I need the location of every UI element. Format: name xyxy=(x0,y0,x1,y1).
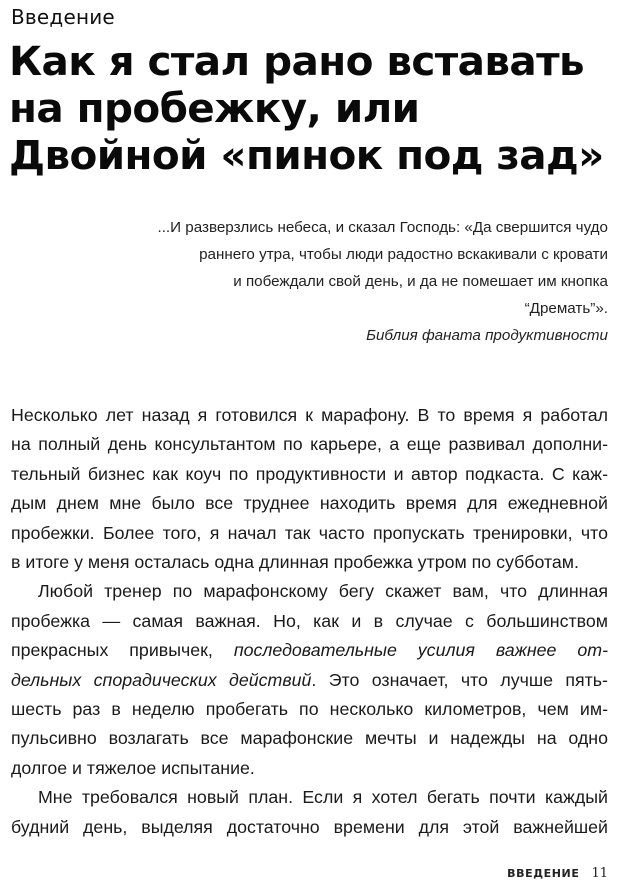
chapter-title-line: на пробежку, или xyxy=(9,84,420,132)
emphasis: дельных спорадических действий xyxy=(11,669,312,690)
text-line: будний день, выделяя достаточно времени для этой важнейшей xyxy=(11,816,608,837)
epigraph-line: раннего утра, чтобы люди радостно вскакивали с кровати xyxy=(199,246,608,263)
text-line: Любой тренер по марафонскому бегу скажет вам, что длинная xyxy=(38,581,608,602)
chapter-title-line: Как я стал рано вставать xyxy=(9,37,585,85)
text-line xyxy=(11,636,608,665)
epigraph xyxy=(68,214,608,349)
body-text xyxy=(11,401,608,842)
paragraph xyxy=(11,783,608,842)
page-number: 11 xyxy=(591,866,608,881)
text-line: в итоге у меня осталась одна длинная пробежка утром по субботам. xyxy=(11,552,579,573)
paragraph xyxy=(11,577,608,783)
emphasis: последовательные усилия важнее от- xyxy=(233,640,608,661)
chapter-title xyxy=(9,38,614,179)
footer-section-label: ВВЕДЕНИЕ xyxy=(507,867,580,880)
epigraph-line: “Дремать”». xyxy=(524,300,608,317)
text-line xyxy=(11,666,608,695)
text-line: дым днем мне было все труднее находить время для ежедневной xyxy=(11,493,608,514)
text-line: пробежки. Более того, я начал так часто пропускать тренировки, что xyxy=(11,522,608,543)
paragraph xyxy=(11,401,608,577)
epigraph-line: ...И разверзлись небеса, и сказал Господь: «Да свершится чудо xyxy=(157,219,608,236)
running-footer xyxy=(507,866,608,881)
text-line: пульсивно возлагать все марафонские мечты и надежды на одно xyxy=(11,728,608,749)
text-line: на полный день консультантом по карьере, а еще развивал дополни- xyxy=(11,434,608,455)
chapter-title-line: Двойной «пинок под зад» xyxy=(9,131,604,179)
text-line: пробежка — самая важная. Но, как и в случае с большинством xyxy=(11,610,608,631)
epigraph-line: и побеждали свой день, и да не помешает им кнопка xyxy=(233,273,608,290)
text-line: шесть раз в неделю пробегать по несколько километров, чем им- xyxy=(11,699,608,720)
text-line: Мне требовался новый план. Если я хотел бегать почти каждый xyxy=(38,787,608,808)
text-run: прекрасных привычек, xyxy=(11,640,234,661)
text-line: долгое и тяжелое испытание. xyxy=(11,757,255,778)
epigraph-source: Библия фаната продуктивности xyxy=(366,327,608,344)
text-line: тельный бизнес как коуч по продуктивности и автор подкаста. С каж- xyxy=(11,463,608,484)
text-line: Несколько лет назад я готовился к марафону. В то время я работал xyxy=(11,405,608,425)
section-label: Введение xyxy=(11,5,115,29)
text-run: . Это означает, что лучше пять- xyxy=(311,669,608,690)
